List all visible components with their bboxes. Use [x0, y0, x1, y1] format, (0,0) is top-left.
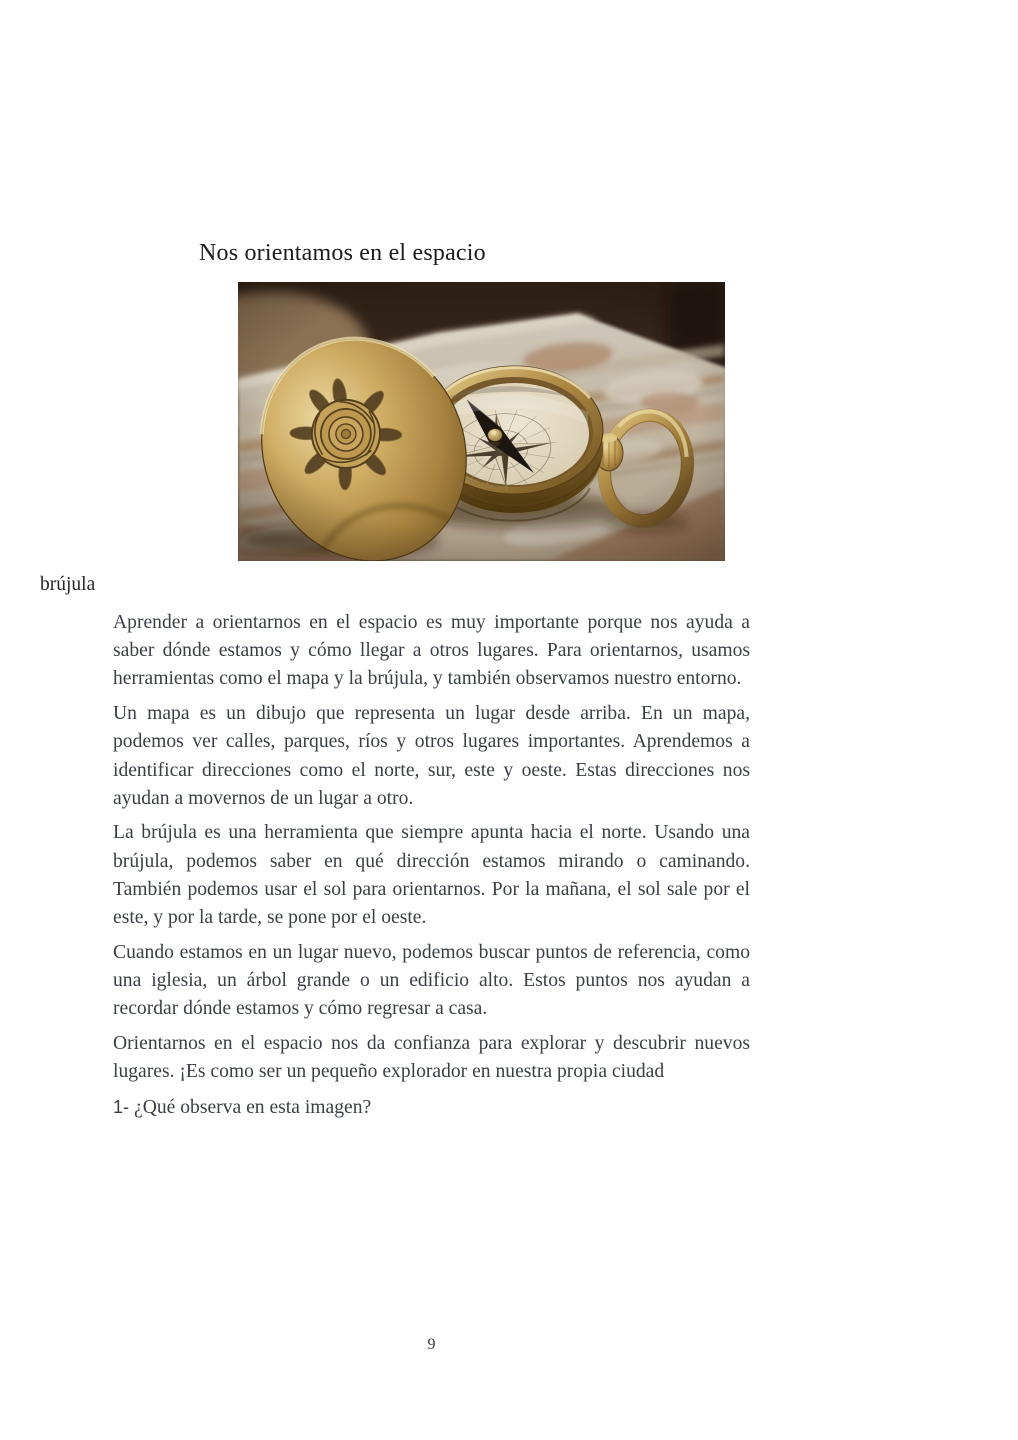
body-paragraph-1: Aprender a orientarnos en el espacio es muy importante porque nos ayuda a saber dónde estamos y cómo llegar a otros lugares. Para orientarnos, usamos herramientas como el mapa y la brújula, y también observamos nuestro entorno. [113, 612, 750, 690]
page-title: Nos orientamos en el espacio [199, 240, 486, 266]
body-paragraph-4: Cuando estamos en un lugar nuevo, podemos buscar puntos de referencia, como una iglesia, un árbol grande o un edificio alto. Estos puntos nos ayudan a recordar dónde estamos y cómo regresar a casa. [113, 941, 750, 1020]
page-number: 9 [427, 1336, 436, 1353]
image-caption: brújula [40, 574, 96, 595]
photo-warm-tint [238, 282, 725, 561]
body-paragraph-5: Orientarnos en el espacio nos da confianza para explorar y descubrir nuevos lugares. ¡Es como ser un pequeño explorador en nuestra propia ciudad [113, 1032, 750, 1083]
body-text [113, 609, 750, 1128]
body-paragraph-3: La brújula es una herramienta que siempre apunta hacia el norte. Usando una brújula, podemos saber en qué dirección estamos mirando o caminando. También podemos usar el sol para orientarnos. Por la mañana, el sol sale por el este, y por la tarde, se pone por el oeste. [113, 822, 750, 929]
question-line [113, 1093, 750, 1122]
question-text: ¿Qué observa en esta imagen? [134, 1096, 372, 1118]
compass-photo-art [238, 282, 725, 561]
question-number: 1- [113, 1096, 130, 1117]
compass-photo [238, 282, 725, 561]
body-paragraph-2: Un mapa es un dibujo que representa un lugar desde arriba. En un mapa, podemos ver calles, parques, ríos y otros lugares importantes. Aprendemos a identificar direcciones como el norte, sur, este y oeste. Estas direcciones nos ayudan a movernos de un lugar a otro. [113, 703, 750, 809]
